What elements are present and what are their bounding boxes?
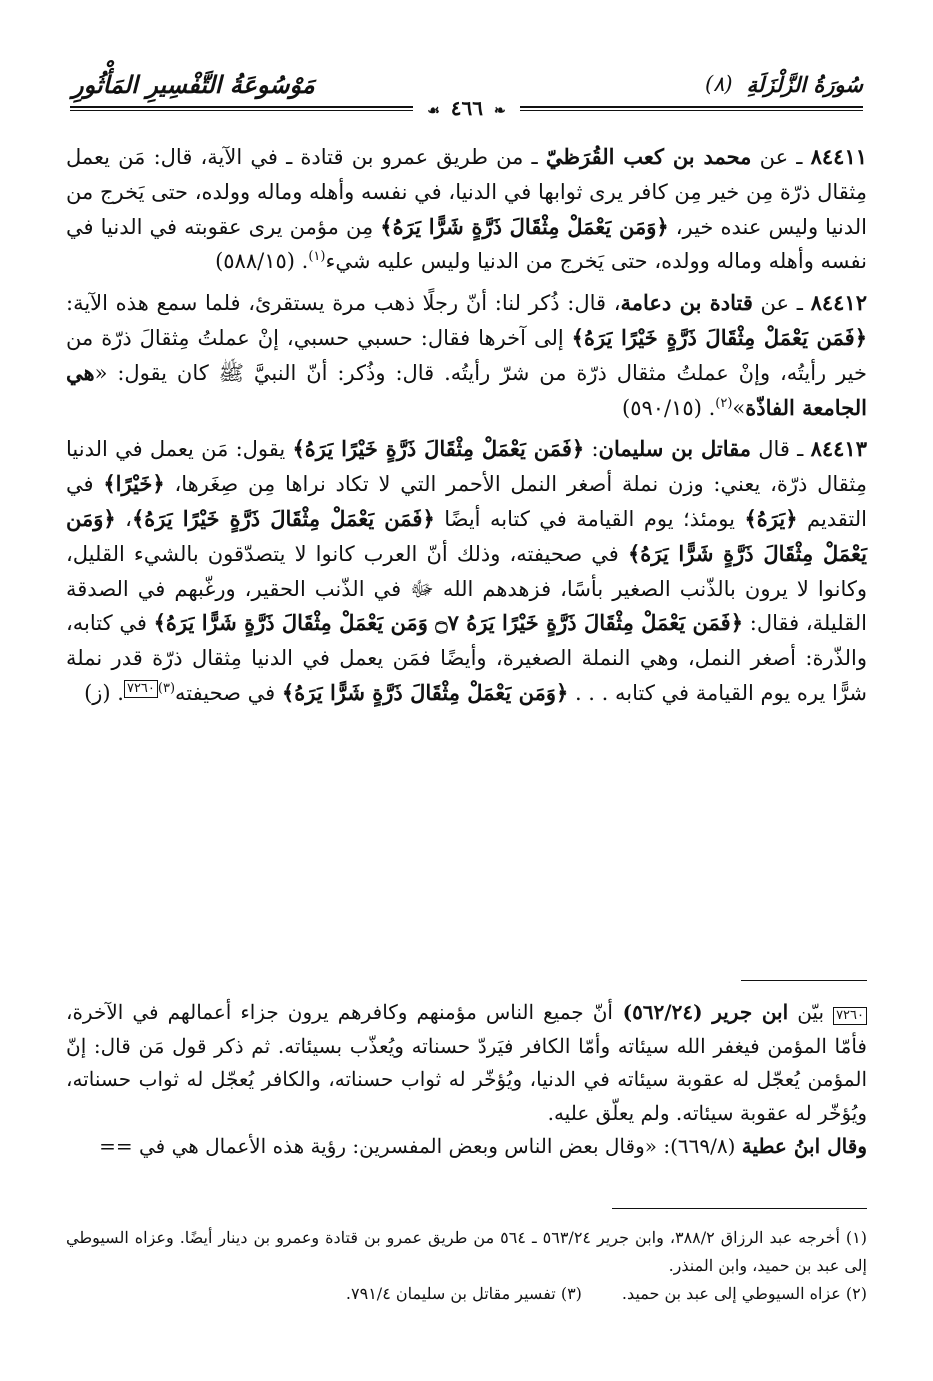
text-run: في صحيفته، وذلك أنّ العرب كانوا لا يتصدّقون بالشيء القليل، وكانوا لا يرون بالذّنب الصغير بأسًا، فزهدهم الله ﷻ في الذّنب الحقير، ورغّبهم في الصدقة القليلة، فقال: [66, 541, 867, 636]
footnote-marker: (٣) [157, 680, 176, 696]
verse-number: (٨) [704, 72, 733, 96]
text-run: يقول: مَن يعمل في الدنيا مِثقال ذرّة، يعني: وزن نملة أصغر النمل الأحمر التي لا تكاد نراها مِن صِغَرها، [66, 437, 868, 497]
source-reference: . (٥٨٨/١٥) [215, 249, 309, 274]
text-run: وقال [820, 1134, 867, 1158]
text-run: ـ عن [752, 291, 811, 316]
footnote-2: (٢) عزاه السيوطي إلى عبد بن حميد. [621, 1284, 867, 1303]
text-run: ، [115, 506, 132, 531]
entry-number: ٨٤٤١١ [810, 144, 868, 169]
ornament-icon: ☙ [427, 103, 440, 119]
commentary-paragraph [66, 1130, 867, 1164]
quran-quote: ﴿وَمَن يَعْمَلْ مِثْقَالَ ذَرَّةٍ شَرًّا يَرَهُ﴾ [380, 213, 669, 239]
narrator-name: محمد بن كعب القُرَظيّ [545, 144, 752, 169]
commentary-tag: ٧٢٦٠ [124, 680, 158, 698]
text-run: إلى آخرها فقال: حسبي حسبي، إنْ عملتُ مِثقالَ ذرّة من خير رأيتُه، وإنْ عملتُ مثقال ذرّة من شرّ رأيتُه. قال: وذُكر: أنّ النبيَّ ﷺ كان يقول: « [66, 325, 867, 385]
quran-quote: ﴿فَمَن يَعْمَلْ مِثْقَالَ ذَرَّةٍ خَيْرًا يَرَهُ﴾ [571, 324, 867, 350]
footnote-marker: (٢) [715, 395, 733, 411]
quran-quote: ﴿فَمَن يَعْمَلْ مِثْقَالَ ذَرَّةٍ خَيْرًا يَرَهُ ۝٧ وَمَن يَعْمَلْ مِثْقَالَ ذَرَّةٍ شَرًّا يَرَهُ﴾ [153, 610, 744, 636]
footnote-row [66, 1280, 867, 1308]
text-run: ـ قال [751, 437, 811, 462]
text-run: مِن مؤمن يرى عقوبته في الدنيا في نفسه وأهله وماله وولده، حتى يَخرج من الدنيا وليس عليه شيء [66, 214, 867, 274]
commentary-section [66, 996, 867, 1164]
sura-name: سُورَةُ الزَّلْزَلَةِ [746, 71, 863, 97]
narrator-name: مقاتل بن سليمان [598, 436, 751, 462]
text-run: ـ من طريق عمرو بن قتادة ـ في الآية، قال: مَن يعمل مِثقال ذرّة مِن خير مِن كافر يرى ثوابها في الدنيا، في نفسه وأهله وماله وولده، حتى يَخرج من الدنيا وليس عنده خير، [66, 145, 868, 239]
entry-84411 [66, 140, 867, 279]
text-run: في كتابه، والذّرة: أصغر النمل، وهي النملة الصغيرة، وأيضًا فمَن يعمل في الدنيا مِثقال ذرّة قدر نملة شرًّا يره يوم القيامة في كتابه . . . [66, 611, 867, 705]
book-title: مَوْسُوعَةُ التَّفْسِيرِ المَأْثُورِ [72, 69, 315, 99]
ornament-icon: ❧ [494, 103, 506, 119]
text-run: : «وقال بعض الناس وبعض المفسرين: رؤية هذه الأعمال هي في == [99, 1134, 671, 1158]
text-run: ، قال: ذُكر لنا: أنّ رجلًا ذهب مرة يستقرئ، فلما سمع هذه الآية: [66, 291, 621, 316]
footnote-1: (١) أخرجه عبد الرزاق ٣٨٨/٢، وابن جرير ٥٦٣/٢٤ ـ ٥٦٤ من طريق عمرو بن قتادة وعمرو بن دينار أيضًا. وعزاه السيوطي إلى عبد بن حميد، وابن المنذر. [66, 1228, 867, 1275]
text-run: في التقديم [66, 472, 867, 531]
text-run: ـ عن [751, 145, 811, 169]
source-reference: . (ز) [84, 680, 124, 705]
text-run: في صحيفته [175, 680, 282, 705]
scholar-name: ابن جرير [712, 1000, 789, 1024]
entry-number: ٨٤٤١٣ [810, 436, 867, 462]
entry-84412 [66, 286, 867, 425]
page-number-container [0, 96, 933, 120]
quran-quote: ﴿فَمَن يَعْمَلْ مِثْقَالَ ذَرَّةٍ خَيْرًا يَرَهُ﴾ [292, 436, 585, 462]
entry-84413 [66, 432, 867, 710]
text-run: يومئذ؛ يوم القيامة في كتابه أيضًا [434, 506, 745, 531]
scholar-name: ابنُ عطية [741, 1134, 821, 1158]
footnotes [66, 1224, 867, 1308]
quran-quote: ﴿وَمَن يَعْمَلْ مِثْقَالَ ذَرَّةٍ شَرًّا يَرَهُ﴾ [281, 679, 569, 705]
footnotes-separator [612, 1208, 867, 1209]
quran-quote: ﴿وَمَن يَعْمَلْ مِثْقَالَ ذَرَّةٍ شَرًّا يَرَهُ﴾ [66, 505, 867, 566]
main-text [66, 140, 867, 718]
page-number-label [413, 96, 519, 120]
text-run: بيّن [788, 1000, 834, 1024]
narrator-name: قتادة بن دعامة [620, 290, 753, 316]
quran-quote: ﴿يَرَهُ﴾ [744, 505, 798, 531]
commentary-paragraph [66, 996, 867, 1130]
quran-quote: ﴿خَيْرًا﴾ [103, 471, 165, 497]
text-run: » [732, 395, 746, 420]
footnote-3: (٣) تفسير مقاتل بن سليمان ٧٩١/٤. [345, 1284, 582, 1303]
hadith-highlight: هي الجامعة الفاذّة [66, 359, 867, 420]
page-number: ٤٦٦ [450, 96, 484, 120]
text-run: : [584, 437, 599, 462]
footnote-marker: (١) [308, 249, 326, 265]
source-reference: (٦٦٩/٨) [670, 1134, 742, 1158]
text-run: أنّ جميع الناس مؤمنهم وكافرهم يرون جزاء أعمالهم في الآخرة، فأمّا المؤمن فيغفر الله سيئاته وأمّا الكافر فيَردّ حسناته ويُعذّب بسيئاته. ثم ذكر قول مَن قال: إنّ المؤمن يُعجّل له عقوبة سيئاته في الدنيا، ويُؤخّر له ثواب حسناته، والكافر يُعجّل له ثواب حسناته، ويُؤخّر له عقوبة سيئاته. ولم يعلّق عليه. [66, 1000, 868, 1125]
source-reference: (٥٦٢/٢٤) [612, 1000, 713, 1024]
source-reference: . (٥٩٠/١٥) [622, 395, 716, 420]
quran-quote: ﴿فَمَن يَعْمَلْ مِثْقَالَ ذَرَّةٍ خَيْرًا يَرَهُ﴾ [131, 505, 435, 531]
commentary-tag: ٧٢٦٠ [833, 1007, 867, 1025]
commentary-separator [741, 980, 867, 981]
entry-number: ٨٤٤١٢ [810, 290, 867, 316]
